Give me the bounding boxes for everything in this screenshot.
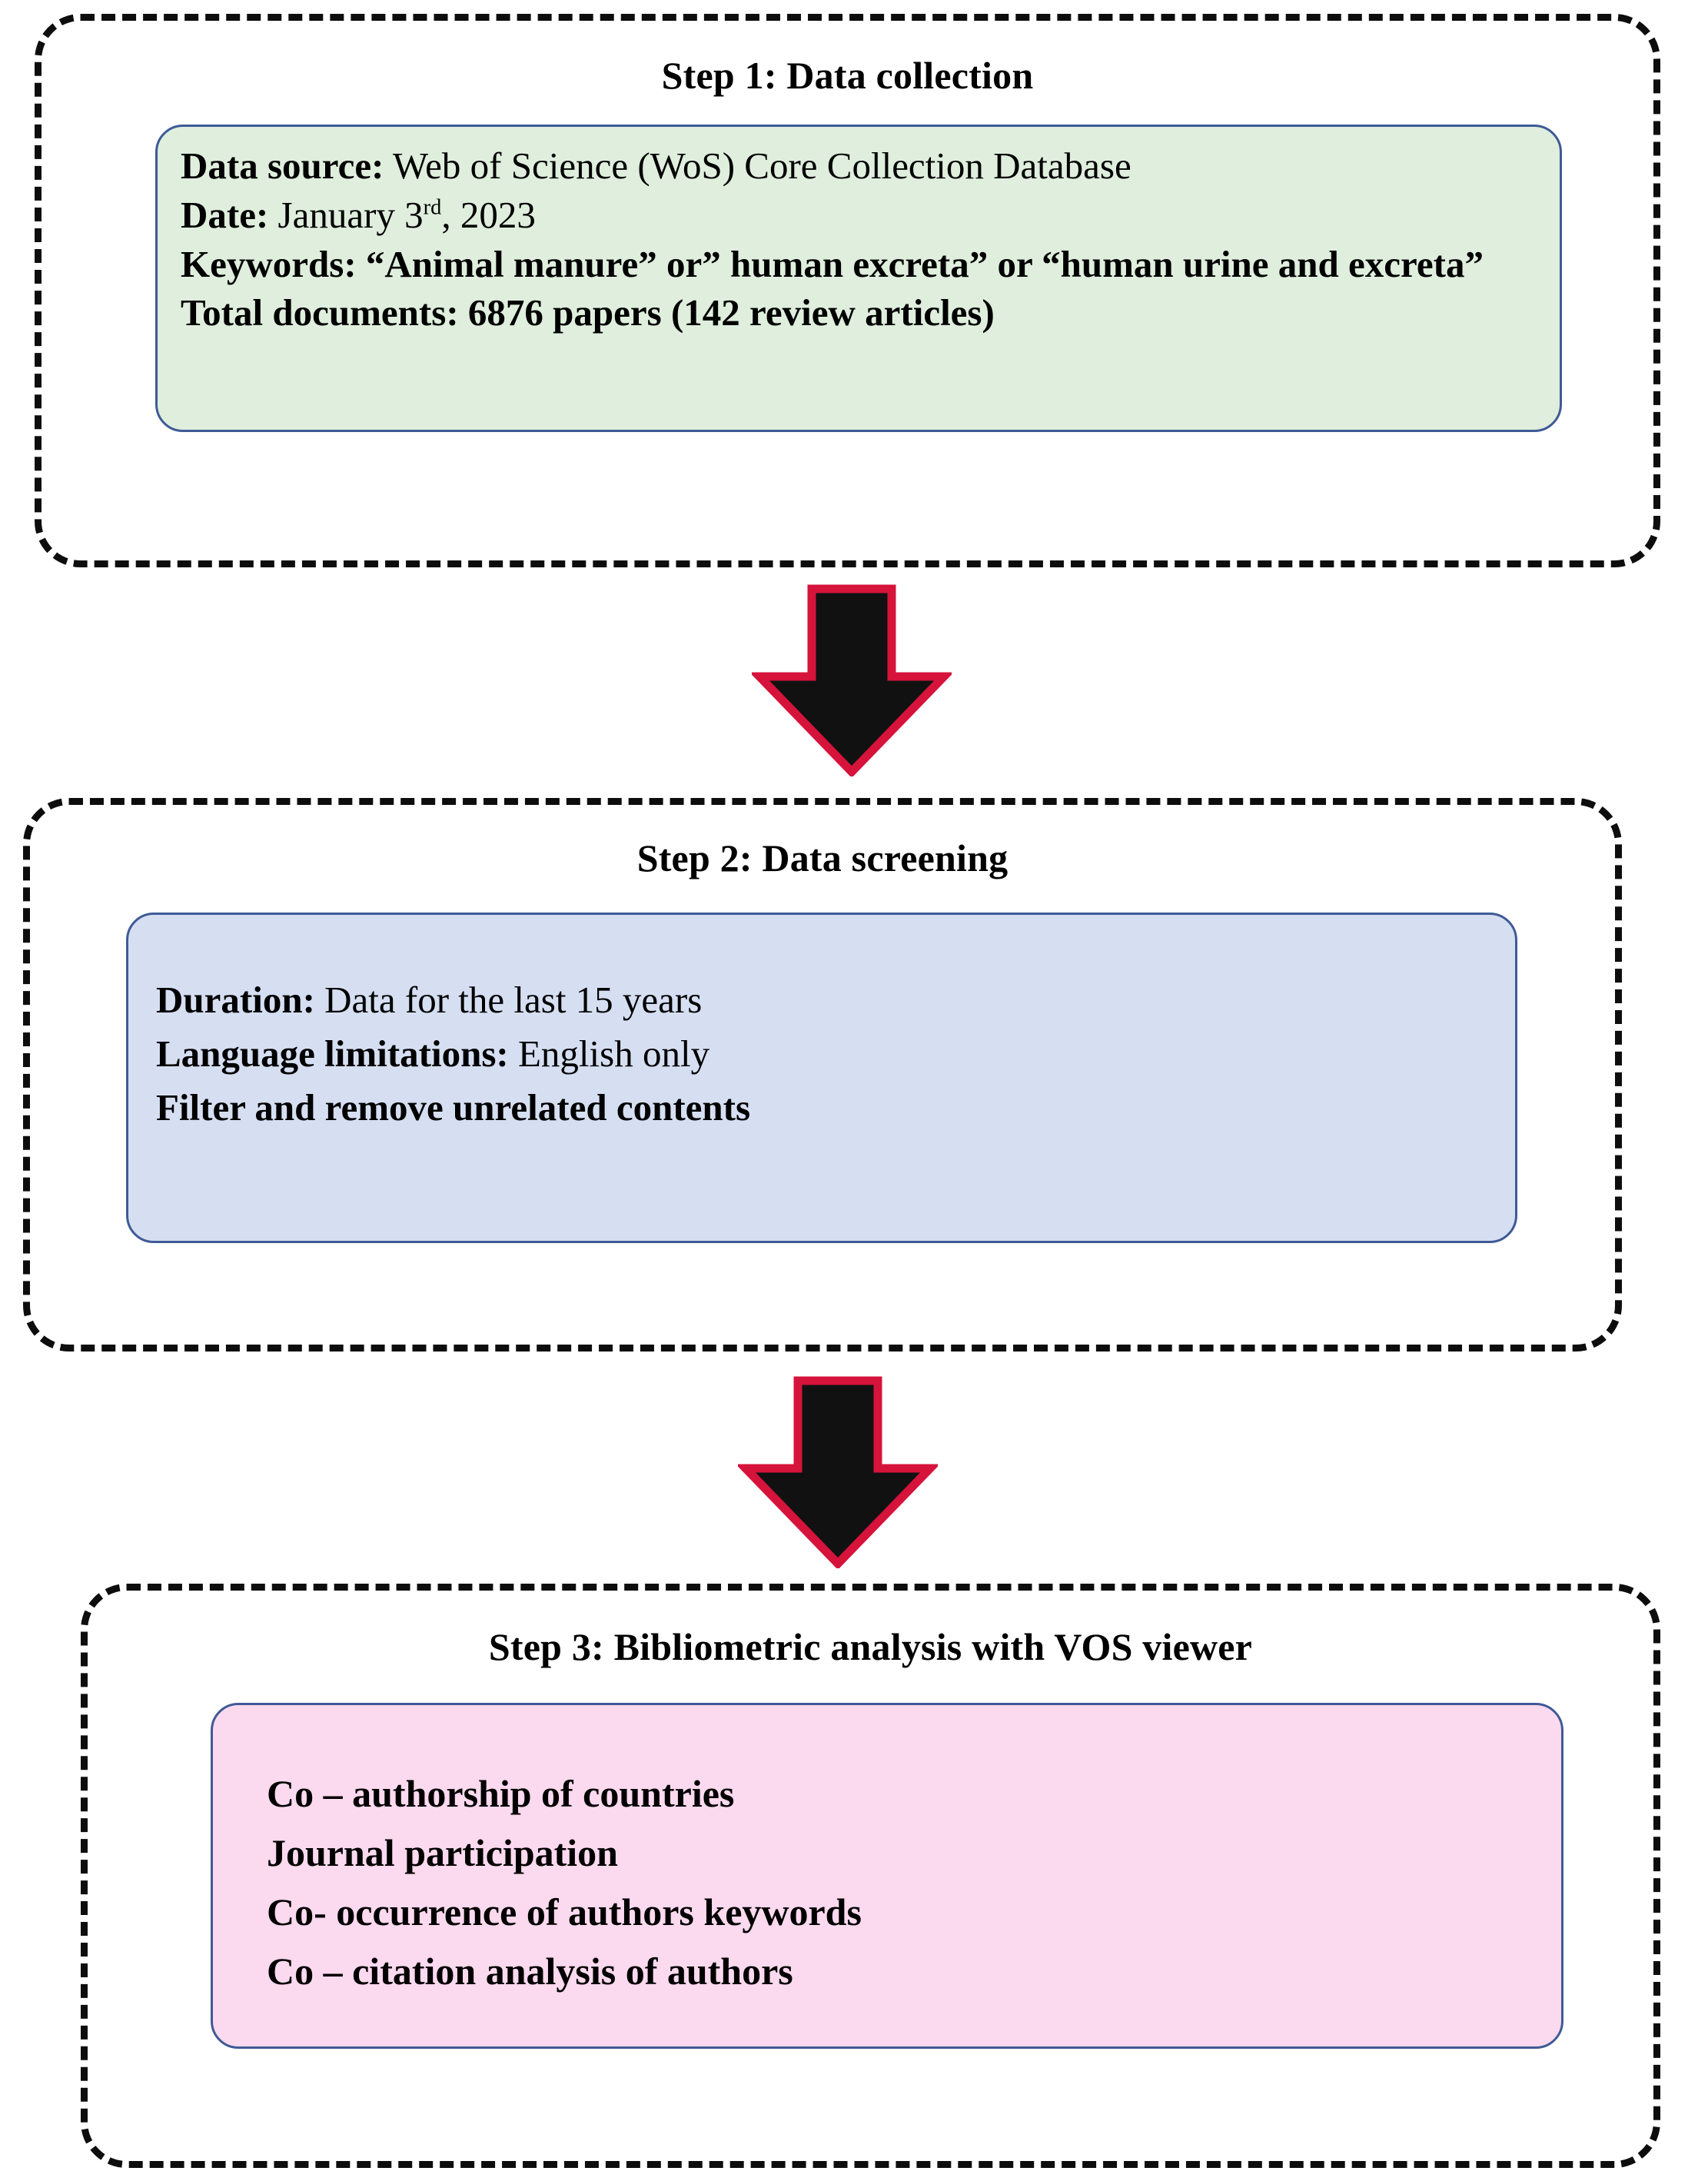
step-2-line-2-value: English only bbox=[508, 1032, 710, 1075]
step-1-frame bbox=[35, 14, 1660, 567]
ordinal-suffix: rd bbox=[423, 195, 442, 220]
step-3-line-3: Co- occurrence of authors keywords bbox=[267, 1890, 862, 1933]
step-2-line-1-value: Data for the last 15 years bbox=[314, 979, 703, 1021]
step-2-frame bbox=[23, 798, 1622, 1351]
step-3-title: Step 3: Bibliometric analysis with VOS viewer bbox=[488, 1625, 1253, 1668]
step-2-title: Step 2: Data screening bbox=[636, 836, 1009, 879]
step-3-content-box bbox=[211, 1703, 1563, 2049]
step-1-title: Step 1: Data collection bbox=[661, 54, 1034, 97]
step-1-line-1 bbox=[181, 144, 1537, 188]
step-3-line-4: Co – citation analysis of authors bbox=[267, 1950, 793, 1993]
step-1-line-4: Total documents: 6876 papers (142 review articles) bbox=[181, 291, 995, 334]
step-1-line-1-label: Data source: bbox=[181, 145, 384, 187]
step-2-line-2 bbox=[156, 1032, 1487, 1076]
arrow-step2-to-step3 bbox=[738, 1376, 938, 1568]
step-1-line-3-value: “Animal manure” or” human excreta” or “human urine and excreta” bbox=[356, 242, 1484, 285]
step-3-frame bbox=[81, 1584, 1660, 2168]
step-1-line-3-label: Keywords: bbox=[181, 242, 357, 285]
step-2-line-2-label: Language limitations: bbox=[156, 1032, 509, 1075]
step-1-content-box bbox=[155, 125, 1562, 432]
step-3-line-1: Co – authorship of countries bbox=[267, 1772, 735, 1815]
step-2-line-1 bbox=[156, 978, 1487, 1022]
step-1-line-2-label: Date: bbox=[181, 193, 269, 236]
arrow-step1-to-step2 bbox=[752, 584, 952, 776]
step-2-line-1-label: Duration: bbox=[156, 979, 315, 1021]
step-1-line-2-value: January 3rd, 2023 bbox=[268, 193, 536, 236]
step-2-line-3: Filter and remove unrelated contents bbox=[156, 1086, 751, 1129]
step-3-line-2: Journal participation bbox=[267, 1831, 618, 1874]
step-2-content-box bbox=[126, 913, 1517, 1243]
step-1-line-3 bbox=[181, 242, 1537, 287]
step-1-line-2 bbox=[181, 193, 1537, 238]
step-1-line-1-value: Web of Science (WoS) Core Collection Database bbox=[384, 145, 1131, 187]
